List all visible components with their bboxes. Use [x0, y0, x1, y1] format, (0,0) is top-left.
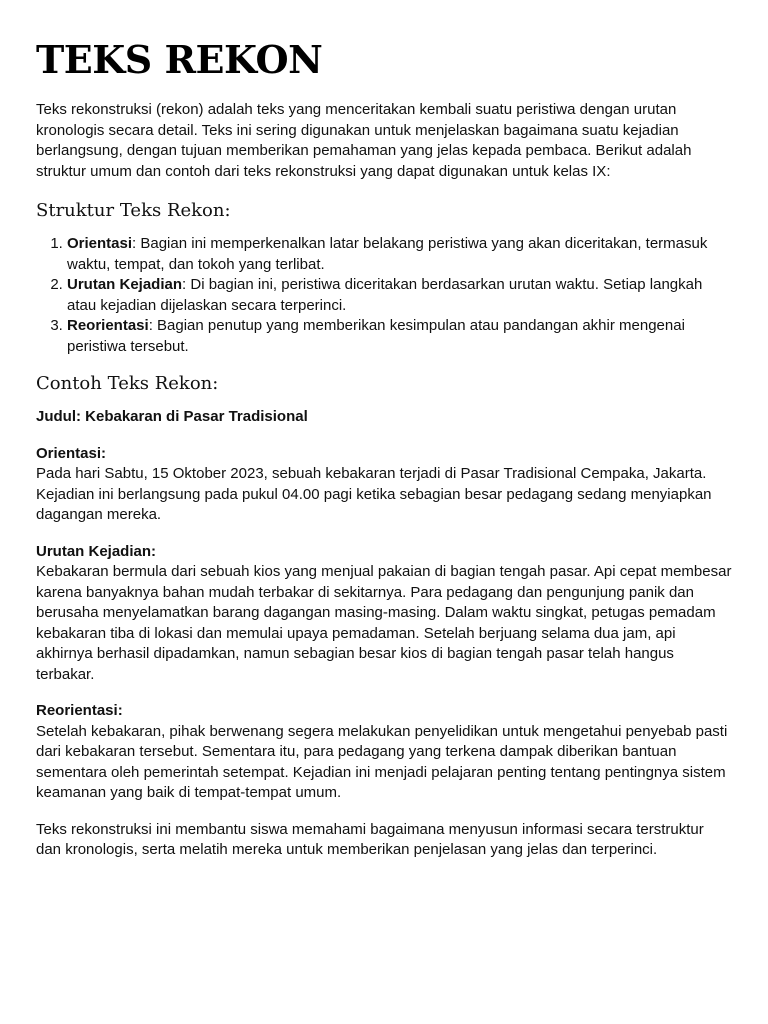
events-label: Urutan Kejadian: — [36, 542, 157, 560]
example-heading: Contoh Teks Rekon: — [36, 373, 219, 394]
structure-item-text: : Bagian penutup yang memberikan kesimpulan atau pandangan akhir mengenai peristiwa tersebut. — [67, 317, 685, 355]
structure-item-text: : Bagian ini memperkenalkan latar belakang peristiwa yang akan diceritakan, termasuk waktu, tempat, dan tokoh yang terlibat. — [67, 235, 708, 273]
events-text: Kebakaran bermula dari sebuah kios yang menjual pakaian di bagian tengah pasar. Api cepat membesar karena banyaknya bahan mudah terbakar di sekitarnya. Para pedagang dan pengunjung panik dan berusaha menyelamatkan barang dagangan masing-masing. Dalam waktu singkat, petugas pemadam kebakaran tiba di lokasi dan memulai upaya pemadaman. Setelah berjuang selama dua jam, api akhirnya berhasil dipadamkan, namun sebagian besar kios di bagian tengah pasar telah hangus terbakar. — [36, 563, 732, 683]
structure-list — [36, 234, 732, 357]
structure-item-urutan-kejadian — [67, 275, 732, 316]
reorientation-label: Reorientasi: — [36, 702, 123, 719]
orientation-text: Pada hari Sabtu, 15 Oktober 2023, sebuah kebakaran terjadi di Pasar Tradisional Cempaka, Jakarta. Kejadian ini berlangsung pada pukul 04.00 pagi ketika sebagian besar pedagang sedang menyiapkan dagangan mereka. — [36, 465, 712, 523]
intro-paragraph: Teks rekonstruksi (rekon) adalah teks yang menceritakan kembali suatu peristiwa dengan urutan kronologis secara detail. Teks ini sering digunakan untuk menjelaskan bagaimana suatu kejadian berlangsung, dengan tujuan memberikan pemahaman yang jelas kepada pembaca. Berikut adalah struktur umum dan contoh dari teks rekonstruksi yang dapat digunakan untuk kelas IX: — [36, 101, 692, 180]
closing-paragraph: Teks rekonstruksi ini membantu siswa memahami bagaimana menyusun informasi secara terstruktur dan kronologis, serta melatih mereka untuk memberikan penjelasan yang jelas dan terperinci. — [36, 820, 704, 858]
reorientation-block — [36, 701, 732, 804]
structure-item-term: Reorientasi — [67, 317, 149, 334]
structure-item-term: Orientasi — [67, 235, 133, 252]
reorientation-text: Setelah kebakaran, pihak berwenang segera melakukan penyelidikan untuk mengetahui penyebab pasti dari kebakaran tersebut. Sementara itu, para pedagang yang terkena dampak diberikan bantuan sementara oleh pemerintah setempat. Kejadian ini menjadi pelajaran penting tentang pentingnya sistem keamanan yang baik di tempat-tempat umum. — [36, 722, 728, 801]
structure-item-term: Urutan Kejadian — [67, 276, 183, 293]
structure-item-reorientasi — [67, 316, 732, 357]
page-title: TEKS REKON — [36, 37, 323, 82]
orientation-label: Orientasi: — [36, 444, 107, 462]
events-block — [36, 542, 732, 686]
structure-item-text: : Di bagian ini, peristiwa diceritakan berdasarkan urutan waktu. Setiap langkah atau kejadian dijelaskan secara terperinci. — [67, 276, 703, 314]
structure-heading: Struktur Teks Rekon: — [36, 200, 231, 221]
structure-item-orientasi — [67, 234, 732, 275]
example-title: Judul: Kebakaran di Pasar Tradisional — [36, 408, 308, 425]
orientation-block — [36, 444, 732, 526]
